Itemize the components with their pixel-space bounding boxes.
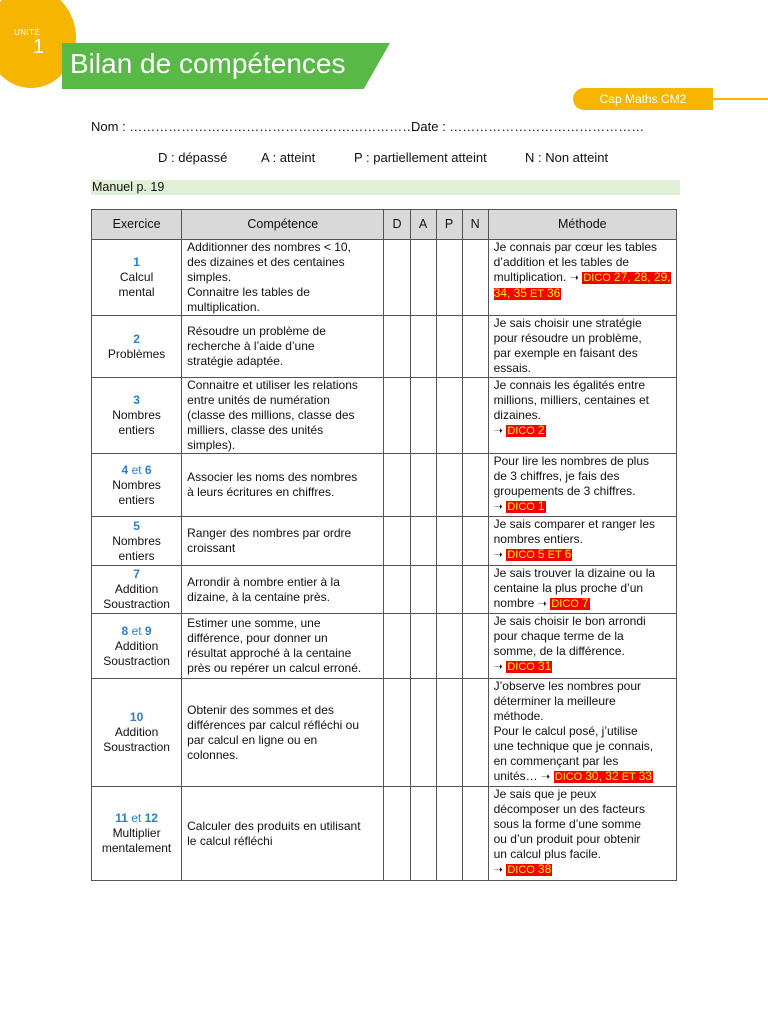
- methode-line: [494, 754, 671, 769]
- rating-cell-n[interactable]: [462, 566, 488, 614]
- competence-line: par calcul en ligne ou en: [187, 732, 318, 747]
- dico-label: DICO: [507, 661, 535, 673]
- arrow-icon: ➝: [537, 597, 551, 610]
- table-row: [92, 517, 677, 566]
- dico-pages: 5: [537, 547, 545, 561]
- methode-text: d’addition et les tables de: [493, 255, 630, 269]
- competence-line: à leurs écritures en chiffres.: [187, 485, 335, 499]
- methode-cell: [488, 566, 676, 614]
- methode-line: [494, 847, 671, 862]
- dico-reference[interactable]: [506, 864, 552, 876]
- rating-cell-d[interactable]: [384, 614, 410, 679]
- exercise-number-line: [94, 463, 179, 478]
- dico-pages-2: 6: [564, 547, 572, 561]
- methode-line: [494, 802, 671, 817]
- header-d: D: [384, 210, 410, 240]
- methode-line: [494, 566, 671, 581]
- methode-text: décomposer un des facteurs: [493, 802, 646, 816]
- methode-line: [494, 378, 671, 393]
- arrow-icon: ➝: [493, 424, 507, 437]
- methode-text: une technique que je connais,: [493, 739, 654, 753]
- competence-line: Associer les noms des nombres: [187, 470, 358, 484]
- methode-text: J’observe les nombres pour: [493, 679, 642, 693]
- exercise-topic: Addition: [114, 582, 159, 596]
- rating-cell-p[interactable]: [436, 378, 462, 454]
- unit-number: 1: [33, 36, 45, 58]
- dico-pages: 30, 32: [585, 769, 619, 783]
- dico-pages: 38: [537, 862, 552, 876]
- methode-line: [494, 581, 671, 596]
- competence-cell: [182, 378, 384, 454]
- exercise-topic: Soustraction: [103, 653, 170, 668]
- arrow-icon: ➝: [493, 660, 507, 673]
- unit-label: UNITÉ: [14, 28, 41, 37]
- exercise-number-line: [94, 567, 179, 582]
- exercise-number: 4: [121, 462, 129, 477]
- exercise-number-line: [94, 255, 179, 270]
- arrow-icon: ➝: [493, 863, 507, 876]
- header-competence: Compétence: [182, 210, 384, 240]
- methode-text: nombres entiers.: [493, 532, 583, 546]
- methode-line: [494, 361, 671, 376]
- competence-line: colonnes.: [187, 747, 239, 762]
- dico-reference[interactable]: [506, 549, 572, 561]
- rating-cell-a[interactable]: [410, 240, 436, 316]
- exercise-and: et: [131, 811, 142, 825]
- page-title: Bilan de compétences: [70, 48, 346, 79]
- rating-cell-a[interactable]: [410, 566, 436, 614]
- header-a: A: [410, 210, 436, 240]
- exercise-topic: mentalement: [101, 841, 172, 855]
- methode-text: dizaines.: [493, 408, 541, 422]
- competence-cell: [182, 240, 384, 316]
- exercise-number-2: 6: [144, 462, 152, 477]
- table-row: [92, 679, 677, 787]
- methode-text: méthode.: [493, 709, 544, 723]
- exercise-number-2: 9: [144, 623, 152, 638]
- competence-line: Obtenir des sommes et des: [187, 702, 334, 717]
- header-exercice: Exercice: [92, 210, 182, 240]
- exercise-topic: Problèmes: [107, 346, 166, 361]
- rating-cell-a[interactable]: [410, 316, 436, 378]
- methode-text: Je connais les égalités entre: [493, 378, 646, 392]
- rating-cell-n[interactable]: [462, 679, 488, 787]
- competence-table: [91, 209, 677, 881]
- rating-cell-p[interactable]: [436, 454, 462, 517]
- rating-cell-n[interactable]: [462, 787, 488, 881]
- series-tag: Cap Maths CM2: [573, 88, 713, 110]
- dico-label: DICO: [583, 272, 611, 284]
- exercise-cell: [92, 679, 182, 787]
- dico-pages: 7: [581, 596, 589, 610]
- competence-line: Calculer des produits en utilisant: [187, 818, 361, 833]
- exercise-number: 2: [133, 331, 140, 346]
- table-row: [92, 454, 677, 517]
- methode-text: Je connais par cœur les tables: [493, 240, 658, 254]
- rating-cell-d[interactable]: [384, 454, 410, 517]
- legend-a: A : atteint: [261, 150, 316, 165]
- competence-line: recherche à l’aide d’une: [187, 339, 315, 353]
- methode-text: un calcul plus facile.: [493, 847, 601, 861]
- table-row: [92, 240, 677, 316]
- methode-line: [494, 694, 671, 709]
- exercise-topic: mental: [118, 285, 155, 299]
- competence-line: multiplication.: [187, 300, 260, 314]
- methode-line: [494, 240, 671, 255]
- exercise-number-2: 12: [144, 811, 158, 825]
- methode-text: pour résoudre un problème,: [493, 331, 642, 345]
- methode-line: [494, 255, 671, 270]
- table-header: [92, 210, 677, 240]
- exercise-cell: [92, 240, 182, 316]
- exercise-topic: Soustraction: [103, 740, 170, 754]
- competence-line: différences par calcul réfléchi ou: [187, 717, 360, 732]
- dico-reference[interactable]: [554, 771, 653, 783]
- rating-cell-p[interactable]: [436, 614, 462, 679]
- methode-line: [494, 817, 671, 832]
- exercise-number: 5: [133, 518, 140, 533]
- competence-cell: [182, 517, 384, 566]
- methode-line: [494, 517, 671, 532]
- exercise-cell: [92, 566, 182, 614]
- methode-text: somme, de la différence.: [493, 644, 625, 658]
- exercise-topic: entiers: [118, 548, 155, 563]
- rating-cell-d[interactable]: [384, 566, 410, 614]
- methode-line: [494, 787, 671, 802]
- table-row: [92, 566, 677, 614]
- arrow-icon: ➝: [569, 271, 583, 284]
- methode-text: Je sais choisir une stratégie: [493, 316, 642, 330]
- rating-cell-a[interactable]: [410, 679, 436, 787]
- methode-line: [494, 408, 671, 423]
- competence-line: dizaine, à la centaine près.: [187, 589, 330, 604]
- competence-line: milliers, classe des unités: [187, 423, 324, 437]
- rating-cell-p[interactable]: [436, 240, 462, 316]
- legend-n: N : Non atteint: [525, 150, 609, 165]
- methode-text: nombre: [493, 596, 538, 610]
- dico-label: DICO: [554, 771, 583, 783]
- exercise-number: 3: [133, 393, 140, 407]
- methode-text: Je sais que je peux: [493, 787, 597, 801]
- methode-text: unités…: [493, 769, 541, 783]
- dico-label: DICO: [551, 598, 579, 610]
- methode-line: [494, 596, 671, 612]
- methode-text: Je sais comparer et ranger les: [493, 517, 656, 531]
- dico-pages-2: 36: [546, 286, 561, 300]
- methode-text: millions, milliers, centaines et: [493, 393, 649, 407]
- methode-line: [494, 469, 671, 484]
- methode-text: en commençant par les: [493, 754, 619, 768]
- methode-line: [494, 614, 671, 629]
- competence-cell: [182, 614, 384, 679]
- competence-line: entre unités de numération: [187, 393, 330, 407]
- methode-line: [494, 316, 671, 331]
- name-field[interactable]: Nom : ……………………………………………………………: [91, 119, 429, 134]
- methode-text: sous la forme d’une somme: [493, 817, 642, 831]
- methode-text: par exemple en faisant des: [493, 346, 638, 360]
- methode-text: Pour le calcul posé, j’utilise: [493, 724, 638, 738]
- exercise-topic: Nombres: [112, 477, 161, 492]
- competence-line: Ranger des nombres par ordre: [187, 526, 352, 540]
- methode-line: [494, 644, 671, 659]
- exercise-number-line: [94, 624, 179, 639]
- dico-pages: 31: [537, 659, 552, 673]
- dico-reference[interactable]: [550, 598, 589, 610]
- manuel-reference: Manuel p. 19: [91, 180, 680, 195]
- competence-cell: [182, 566, 384, 614]
- rating-cell-a[interactable]: [410, 614, 436, 679]
- exercise-topic: Addition: [114, 638, 159, 653]
- dico-label: DICO: [507, 501, 535, 513]
- arrow-icon: ➝: [493, 548, 507, 561]
- exercise-topic: Soustraction: [103, 597, 170, 611]
- exercise-topic: Nombres: [112, 408, 161, 422]
- methode-text: centaine la plus proche d’un: [493, 581, 644, 595]
- exercise-number-line: [94, 811, 179, 826]
- exercise-topic: Calcul: [119, 270, 154, 284]
- competence-line: des dizaines et des centaines: [187, 255, 345, 269]
- exercise-number: 8: [121, 623, 129, 638]
- arrow-icon: ➝: [493, 500, 507, 513]
- competence-line: stratégie adaptée.: [187, 354, 284, 368]
- exercise-number: 7: [133, 567, 140, 581]
- exercise-topic: Nombres: [112, 533, 161, 548]
- competence-line: Connaitre les tables de: [187, 285, 310, 299]
- methode-text: ou d’un produit pour obtenir: [493, 832, 641, 846]
- rating-cell-n[interactable]: [462, 454, 488, 517]
- dico-pages: 27, 28, 29, 34, 35: [493, 270, 671, 300]
- exercise-number: 1: [133, 255, 140, 269]
- competence-line: (classe des millions, classe des: [187, 408, 355, 422]
- dico-label: DICO: [507, 425, 535, 437]
- competence-cell: [182, 679, 384, 787]
- exercise-cell: [92, 316, 182, 378]
- competence-cell: [182, 454, 384, 517]
- legend-d: D : dépassé: [158, 150, 228, 165]
- methode-line: [494, 629, 671, 644]
- exercise-topic: Addition: [114, 725, 159, 739]
- rating-cell-p[interactable]: [436, 566, 462, 614]
- methode-line: [494, 832, 671, 847]
- methode-line: [494, 724, 671, 739]
- competence-line: croissant: [187, 541, 236, 555]
- rating-cell-d[interactable]: [384, 787, 410, 881]
- dico-line: [494, 547, 671, 563]
- competence-line: Connaitre et utiliser les relations: [187, 378, 358, 392]
- competence-line: Résoudre un problème de: [187, 324, 326, 338]
- rating-cell-d[interactable]: [384, 378, 410, 454]
- methode-line: [494, 709, 671, 724]
- rating-cell-p[interactable]: [436, 787, 462, 881]
- competence-line: différence, pour donner un: [187, 631, 328, 645]
- header-methode: Méthode: [488, 210, 676, 240]
- rating-cell-d[interactable]: [384, 679, 410, 787]
- exercise-topic: entiers: [118, 423, 155, 437]
- exercise-cell: [92, 614, 182, 679]
- rating-cell-p[interactable]: [436, 517, 462, 566]
- exercise-number-line: [94, 393, 179, 408]
- header-p: P: [436, 210, 462, 240]
- table-row: [92, 378, 677, 454]
- table-row: [92, 614, 677, 679]
- methode-text: de 3 chiffres, je fais des: [493, 469, 620, 483]
- competence-line: Additionner des nombres < 10,: [187, 240, 351, 254]
- competence-line: Estimer une somme, une: [187, 616, 321, 630]
- dico-pages: 2: [537, 423, 545, 437]
- legend-p: P : partiellement atteint: [354, 150, 487, 165]
- methode-cell: [488, 240, 676, 316]
- rating-cell-d[interactable]: [384, 517, 410, 566]
- exercise-and: et: [131, 462, 142, 477]
- rating-cell-a[interactable]: [410, 517, 436, 566]
- rating-cell-d[interactable]: [384, 240, 410, 316]
- competence-line: simples.: [187, 270, 232, 284]
- dico-and: ET: [621, 771, 636, 783]
- methode-cell: [488, 378, 676, 454]
- rating-cell-a[interactable]: [410, 454, 436, 517]
- methode-text: pour chaque terme de la: [493, 629, 624, 643]
- methode-line: [494, 484, 671, 499]
- rating-cell-n[interactable]: [462, 240, 488, 316]
- exercise-topic: entiers: [118, 492, 155, 507]
- rating-cell-n[interactable]: [462, 614, 488, 679]
- methode-line: [494, 454, 671, 469]
- methode-line: [494, 679, 671, 694]
- methode-text: essais.: [493, 361, 531, 375]
- competence-cell: [182, 787, 384, 881]
- dico-pages: 1: [537, 499, 545, 513]
- rating-cell-a[interactable]: [410, 787, 436, 881]
- table-row: [92, 316, 677, 378]
- competence-line: Arrondir à nombre entier à la: [187, 574, 340, 589]
- dico-line: [494, 423, 671, 439]
- methode-line: [494, 270, 671, 302]
- table-row: [92, 787, 677, 881]
- competence-cell: [182, 316, 384, 378]
- rating-cell-n[interactable]: [462, 517, 488, 566]
- methode-text: Je sais choisir le bon arrondi: [493, 614, 646, 628]
- rating-cell-n[interactable]: [462, 378, 488, 454]
- date-field[interactable]: Date : ………………………………………: [411, 119, 645, 134]
- methode-text: multiplication.: [493, 270, 570, 284]
- competence-line: près ou repérer un calcul erroné.: [187, 661, 362, 675]
- competence-line: le calcul réfléchi: [187, 833, 273, 848]
- methode-cell: [488, 517, 676, 566]
- methode-text: Je sais trouver la dizaine ou la: [493, 566, 656, 580]
- competence-line: résultat approché à la centaine: [187, 646, 352, 660]
- dico-reference[interactable]: [506, 425, 545, 437]
- exercise-topic: Multiplier: [112, 826, 161, 840]
- methode-cell: [488, 316, 676, 378]
- dico-label: DICO: [507, 549, 535, 561]
- competence-line: simples).: [187, 438, 236, 452]
- exercise-cell: [92, 787, 182, 881]
- dico-line: [494, 659, 671, 675]
- methode-cell: [488, 454, 676, 517]
- dico-line: [494, 499, 671, 515]
- methode-cell: [488, 679, 676, 787]
- methode-text: groupements de 3 chiffres.: [493, 484, 636, 498]
- dico-line: [494, 862, 671, 878]
- exercise-cell: [92, 378, 182, 454]
- dico-reference[interactable]: [506, 661, 552, 673]
- methode-cell: [488, 614, 676, 679]
- dico-pages-2: 33: [638, 769, 652, 783]
- dico-and: ET: [530, 288, 544, 300]
- methode-line: [494, 331, 671, 346]
- exercise-number: 11: [115, 811, 128, 825]
- rating-cell-n[interactable]: [462, 316, 488, 378]
- methode-line: [494, 769, 671, 785]
- exercise-cell: [92, 517, 182, 566]
- exercise-number: 10: [129, 710, 144, 724]
- rating-cell-d[interactable]: [384, 316, 410, 378]
- exercise-and: et: [131, 623, 142, 638]
- header-n: N: [462, 210, 488, 240]
- methode-cell: [488, 787, 676, 881]
- exercise-number-line: [94, 710, 179, 725]
- series-rule: [713, 98, 768, 100]
- arrow-icon: ➝: [540, 770, 554, 783]
- methode-line: [494, 393, 671, 408]
- methode-line: [494, 739, 671, 754]
- methode-text: déterminer la meilleure: [493, 694, 616, 708]
- rating-cell-p[interactable]: [436, 316, 462, 378]
- dico-reference[interactable]: [506, 501, 545, 513]
- rating-cell-a[interactable]: [410, 378, 436, 454]
- methode-line: [494, 346, 671, 361]
- rating-cell-p[interactable]: [436, 679, 462, 787]
- exercise-cell: [92, 454, 182, 517]
- methode-text: Pour lire les nombres de plus: [493, 454, 650, 468]
- exercise-number-line: [94, 519, 179, 534]
- methode-line: [494, 532, 671, 547]
- dico-and: ET: [547, 549, 562, 561]
- dico-label: DICO: [507, 864, 535, 876]
- exercise-number-line: [94, 332, 179, 347]
